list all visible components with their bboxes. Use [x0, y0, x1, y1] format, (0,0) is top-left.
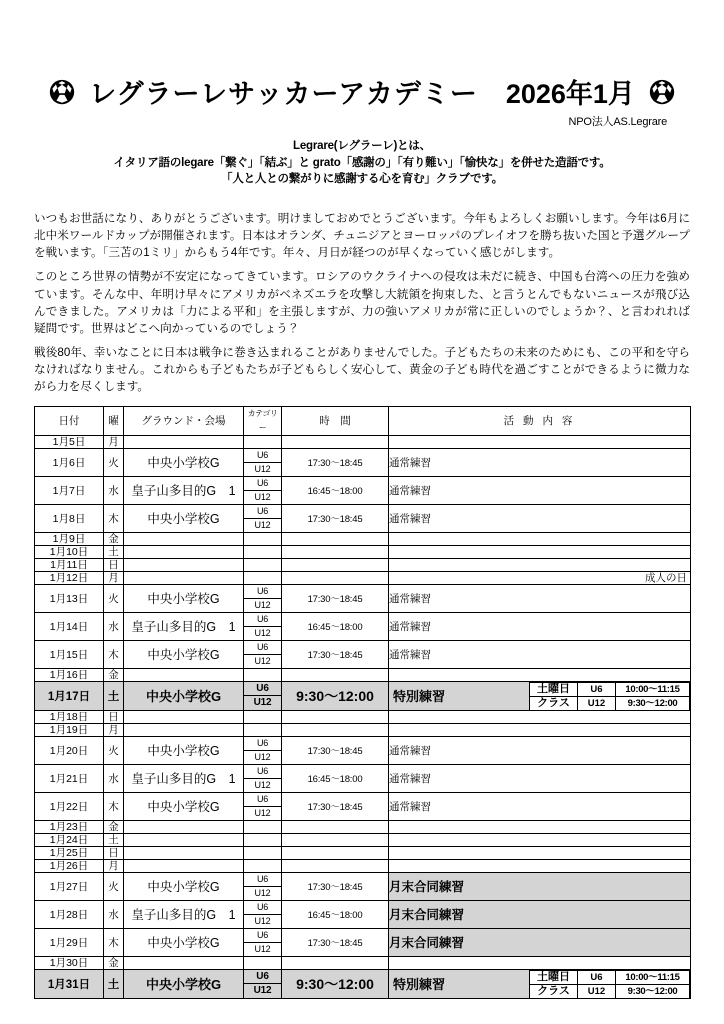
- cell-time: [282, 846, 389, 859]
- category-badge: U6: [244, 477, 281, 491]
- document-header: [30, 0, 694, 111]
- page-title: レグラーレサッカーアカデミー: [89, 79, 478, 109]
- category-badge: U12: [254, 916, 271, 927]
- cell-ground: [124, 723, 244, 736]
- cell-time: 17:30〜18:45: [282, 504, 389, 532]
- saturday-class-table: [529, 682, 690, 711]
- table-row: [35, 681, 691, 710]
- table-row: [35, 545, 691, 558]
- cell-day-of-week: 水: [104, 612, 124, 640]
- cell-category: [244, 476, 282, 504]
- cell-activity: [389, 681, 691, 710]
- cell-date: 1月5日: [35, 435, 104, 448]
- category-badge: U12: [254, 944, 271, 955]
- saturday-class-time: 10:00〜11:15: [616, 970, 690, 984]
- column-header-activity: 活 動 内 容: [389, 406, 691, 435]
- cell-day-of-week: 土: [104, 833, 124, 846]
- cell-day-of-week: 月: [104, 859, 124, 872]
- cell-category: [244, 681, 282, 710]
- cell-ground: 中央小学校G: [124, 792, 244, 820]
- category-badge: U12: [254, 600, 271, 611]
- organization-name: NPO法人AS.Legrare: [568, 116, 667, 128]
- cell-category: [244, 846, 282, 859]
- cell-day-of-week: 金: [104, 820, 124, 833]
- cell-time: 9:30〜12:00: [282, 969, 389, 998]
- table-row: [35, 612, 691, 640]
- table-row: [35, 859, 691, 872]
- saturday-class-row: [530, 696, 690, 710]
- category-badge: U6: [244, 641, 281, 655]
- cell-time: 9:30〜12:00: [282, 681, 389, 710]
- cell-time: [282, 820, 389, 833]
- cell-time: 16:45〜18:00: [282, 612, 389, 640]
- cell-date: 1月24日: [35, 833, 104, 846]
- category-badge: U6: [244, 970, 281, 984]
- cell-date: 1月30日: [35, 956, 104, 969]
- legare-line-2: イタリア語のlegare「繋ぐ」「結ぶ」と grato「感謝の」「有り難い」「愉快な」を併せた造語です。: [113, 156, 611, 169]
- cell-ground: [124, 571, 244, 584]
- cell-category: [244, 969, 282, 998]
- cell-category: [244, 545, 282, 558]
- cell-time: [282, 558, 389, 571]
- cell-day-of-week: 木: [104, 640, 124, 668]
- cell-category: [244, 723, 282, 736]
- cell-category: [244, 859, 282, 872]
- cell-date: 1月8日: [35, 504, 104, 532]
- activity-label: 特別練習: [393, 689, 446, 705]
- table-row: [35, 476, 691, 504]
- cell-day-of-week: 金: [104, 668, 124, 681]
- table-row: [35, 640, 691, 668]
- cell-category: [244, 710, 282, 723]
- schedule-table: [34, 406, 691, 999]
- cell-activity: [389, 558, 691, 571]
- cell-time: [282, 710, 389, 723]
- cell-category: [244, 820, 282, 833]
- cell-activity: 通常練習: [389, 504, 691, 532]
- cell-activity: [389, 859, 691, 872]
- category-badge: U6: [244, 505, 281, 519]
- table-row: [35, 723, 691, 736]
- cell-ground: 中央小学校G: [124, 584, 244, 612]
- legare-line-3: 「人と人との繋がりに感謝する心を育む」クラブです。: [221, 173, 503, 186]
- category-badge: U12: [253, 697, 272, 709]
- cell-ground: [124, 668, 244, 681]
- table-row: [35, 900, 691, 928]
- cell-ground: [124, 435, 244, 448]
- cell-date: 1月21日: [35, 764, 104, 792]
- cell-activity: 通常練習: [389, 736, 691, 764]
- cell-date: 1月25日: [35, 846, 104, 859]
- column-header-date: 日付: [35, 406, 104, 435]
- cell-date: 1月31日: [35, 969, 104, 998]
- cell-activity: [389, 956, 691, 969]
- table-row: [35, 532, 691, 545]
- column-header-dow: 曜: [104, 406, 124, 435]
- cell-day-of-week: 水: [104, 764, 124, 792]
- column-header-time: 時 間: [282, 406, 389, 435]
- cell-ground: [124, 710, 244, 723]
- cell-ground: 皇子山多目的G 1: [124, 764, 244, 792]
- cell-time: [282, 571, 389, 584]
- saturday-class-category: U6: [578, 970, 616, 984]
- cell-ground: 中央小学校G: [124, 736, 244, 764]
- table-row: [35, 504, 691, 532]
- cell-day-of-week: 土: [104, 545, 124, 558]
- table-row: [35, 448, 691, 476]
- category-badge: U6: [244, 682, 281, 696]
- cell-ground: 皇子山多目的G 1: [124, 612, 244, 640]
- cell-date: 1月6日: [35, 448, 104, 476]
- table-row: [35, 764, 691, 792]
- category-badge: U12: [254, 628, 271, 639]
- cell-category: [244, 736, 282, 764]
- cell-category: [244, 435, 282, 448]
- table-row: [35, 846, 691, 859]
- cell-date: 1月10日: [35, 545, 104, 558]
- activity-label: 特別練習: [393, 977, 446, 993]
- category-badge: U12: [254, 888, 271, 899]
- cell-activity: 通常練習: [389, 792, 691, 820]
- saturday-class-row: [530, 682, 690, 696]
- cell-day-of-week: 水: [104, 900, 124, 928]
- cell-day-of-week: 木: [104, 928, 124, 956]
- cell-day-of-week: 日: [104, 558, 124, 571]
- category-badge: U6: [244, 585, 281, 599]
- cell-activity: [389, 969, 691, 998]
- cell-activity: 通常練習: [389, 612, 691, 640]
- saturday-class-row: [530, 984, 690, 998]
- cell-date: 1月19日: [35, 723, 104, 736]
- cell-date: 1月7日: [35, 476, 104, 504]
- cell-ground: [124, 833, 244, 846]
- cell-date: 1月11日: [35, 558, 104, 571]
- cell-activity: [389, 668, 691, 681]
- category-badge: U12: [254, 492, 271, 503]
- category-badge: U12: [253, 985, 272, 997]
- schedule-table-body: [35, 435, 691, 998]
- category-badge: U12: [254, 464, 271, 475]
- cell-time: [282, 668, 389, 681]
- category-badge: U12: [254, 656, 271, 667]
- table-row: [35, 571, 691, 584]
- category-badge: U12: [254, 780, 271, 791]
- table-row: [35, 668, 691, 681]
- cell-date: 1月12日: [35, 571, 104, 584]
- cell-day-of-week: 月: [104, 571, 124, 584]
- cell-time: 17:30〜18:45: [282, 584, 389, 612]
- cell-time: 17:30〜18:45: [282, 928, 389, 956]
- cell-activity: [389, 435, 691, 448]
- saturday-class-label-line2: クラス: [530, 984, 578, 998]
- cell-category: [244, 956, 282, 969]
- cell-activity: 通常練習: [389, 476, 691, 504]
- table-row: [35, 435, 691, 448]
- cell-ground: 中央小学校G: [124, 872, 244, 900]
- cell-ground: [124, 956, 244, 969]
- cell-day-of-week: 火: [104, 736, 124, 764]
- table-row: [35, 969, 691, 998]
- schedule-period: 2026年1月: [505, 79, 635, 109]
- table-row: [35, 792, 691, 820]
- cell-category: [244, 900, 282, 928]
- cell-ground: [124, 820, 244, 833]
- cell-date: 1月9日: [35, 532, 104, 545]
- category-badge: U6: [244, 873, 281, 887]
- saturday-class-label-line2: クラス: [530, 696, 578, 710]
- cell-activity: 通常練習: [389, 448, 691, 476]
- column-header-category: カテゴリー: [244, 406, 282, 435]
- cell-day-of-week: 金: [104, 956, 124, 969]
- category-badge: U12: [254, 752, 271, 763]
- cell-day-of-week: 金: [104, 532, 124, 545]
- cell-ground: 皇子山多目的G 1: [124, 476, 244, 504]
- cell-ground: 中央小学校G: [124, 640, 244, 668]
- cell-category: [244, 612, 282, 640]
- cell-category: [244, 558, 282, 571]
- cell-activity: [389, 545, 691, 558]
- cell-day-of-week: 木: [104, 792, 124, 820]
- cell-ground: [124, 545, 244, 558]
- cell-day-of-week: 火: [104, 584, 124, 612]
- cell-activity: [389, 820, 691, 833]
- category-badge: U6: [244, 449, 281, 463]
- category-badge: U6: [244, 737, 281, 751]
- saturday-class-table: [529, 970, 690, 999]
- cell-day-of-week: 日: [104, 710, 124, 723]
- cell-activity: [389, 723, 691, 736]
- cell-ground: 中央小学校G: [124, 504, 244, 532]
- cell-time: [282, 833, 389, 846]
- saturday-class-time: 9:30〜12:00: [616, 696, 690, 710]
- cell-date: 1月18日: [35, 710, 104, 723]
- greeting-paragraph-2: このところ世界の情勢が不安定になってきています。ロシアのウクライナへの侵攻は未だに続き、中国も台湾への圧力を強めています。そんな中、年明け早々にアメリカがベネズエラを攻撃し大統領を拘束した、と言うとんでもないニュースが飛び込んできました。アメリカは「力による平和」を主張しますが、力の強いアメリカが常に正しいのでしょうか？、と言われれば疑問です。世界はどこへ向かっているのでしょう？: [34, 270, 690, 335]
- cell-date: 1月16日: [35, 668, 104, 681]
- category-badge: U6: [244, 613, 281, 627]
- cell-activity: 月末合同練習: [389, 928, 691, 956]
- cell-ground: [124, 846, 244, 859]
- cell-time: [282, 435, 389, 448]
- cell-activity: [389, 846, 691, 859]
- soccer-ball-icon: [49, 79, 75, 105]
- cell-day-of-week: 水: [104, 476, 124, 504]
- cell-activity: 成人の日: [389, 571, 691, 584]
- cell-time: 17:30〜18:45: [282, 736, 389, 764]
- cell-day-of-week: 月: [104, 723, 124, 736]
- cell-category: [244, 504, 282, 532]
- cell-day-of-week: 日: [104, 846, 124, 859]
- category-badge: U12: [254, 808, 271, 819]
- table-row: [35, 558, 691, 571]
- cell-activity: 月末合同練習: [389, 872, 691, 900]
- saturday-class-row: [530, 970, 690, 984]
- cell-time: [282, 723, 389, 736]
- table-row: [35, 956, 691, 969]
- column-header-ground: グラウンド・会場: [124, 406, 244, 435]
- legare-line-1: Legrare(レグラーレ)とは、: [293, 140, 431, 152]
- cell-ground: [124, 558, 244, 571]
- cell-date: 1月14日: [35, 612, 104, 640]
- table-row: [35, 736, 691, 764]
- cell-time: [282, 532, 389, 545]
- greeting-body: [30, 210, 694, 396]
- cell-ground: 皇子山多目的G 1: [124, 900, 244, 928]
- cell-time: [282, 956, 389, 969]
- cell-time: [282, 859, 389, 872]
- cell-category: [244, 872, 282, 900]
- cell-activity: [389, 833, 691, 846]
- cell-ground: [124, 859, 244, 872]
- saturday-class-time: 9:30〜12:00: [616, 984, 690, 998]
- cell-time: 16:45〜18:00: [282, 900, 389, 928]
- table-row: [35, 820, 691, 833]
- cell-day-of-week: 火: [104, 448, 124, 476]
- saturday-class-category: U12: [578, 984, 616, 998]
- greeting-paragraph-3: 戦後80年、幸いなことに日本は戦争に巻き込まれることがありませんでした。子どもたちの未来のためにも、この平和を守らなければなりません。これからも子どもたちが子どもらしく安心して、黄金の子ども時代を過ごすことができるように微力ながら力を尽くします。: [34, 346, 690, 394]
- cell-time: 17:30〜18:45: [282, 448, 389, 476]
- cell-ground: [124, 532, 244, 545]
- greeting-paragraph-1: いつもお世話になり、ありがとうございます。明けましておめでとうございます。今年もよろしくお願いします。今年は6月に北中米ワールドカップが開催されます。日本はオランダ、チュニジアとヨーロッパのプレイオフを勝ち抜いた国と予選グループを戦います。「三苫の1ミリ」からもう4年です。年々、月日が経つのが早くなっていく感じがします。: [34, 212, 690, 260]
- cell-category: [244, 448, 282, 476]
- saturday-class-label-line1: 土曜日: [530, 682, 578, 696]
- table-row: [35, 872, 691, 900]
- saturday-class-category: U12: [578, 696, 616, 710]
- cell-activity: [389, 710, 691, 723]
- cell-date: 1月20日: [35, 736, 104, 764]
- table-row: [35, 833, 691, 846]
- cell-date: 1月28日: [35, 900, 104, 928]
- cell-date: 1月26日: [35, 859, 104, 872]
- category-badge: U6: [244, 901, 281, 915]
- cell-date: 1月17日: [35, 681, 104, 710]
- legare-description: [30, 138, 694, 188]
- cell-day-of-week: 土: [104, 681, 124, 710]
- schedule-table-wrap: [30, 406, 694, 999]
- cell-day-of-week: 火: [104, 872, 124, 900]
- cell-category: [244, 833, 282, 846]
- cell-activity: 通常練習: [389, 584, 691, 612]
- cell-day-of-week: 木: [104, 504, 124, 532]
- cell-category: [244, 792, 282, 820]
- cell-activity: 通常練習: [389, 640, 691, 668]
- cell-date: 1月22日: [35, 792, 104, 820]
- table-row: [35, 710, 691, 723]
- cell-time: 17:30〜18:45: [282, 872, 389, 900]
- cell-time: 16:45〜18:00: [282, 476, 389, 504]
- cell-date: 1月27日: [35, 872, 104, 900]
- table-row: [35, 928, 691, 956]
- cell-category: [244, 571, 282, 584]
- cell-time: [282, 545, 389, 558]
- cell-category: [244, 764, 282, 792]
- cell-time: 17:30〜18:45: [282, 792, 389, 820]
- cell-date: 1月29日: [35, 928, 104, 956]
- saturday-class-category: U6: [578, 682, 616, 696]
- cell-category: [244, 640, 282, 668]
- cell-activity: [389, 532, 691, 545]
- cell-date: 1月13日: [35, 584, 104, 612]
- cell-activity: 通常練習: [389, 764, 691, 792]
- cell-category: [244, 584, 282, 612]
- cell-category: [244, 668, 282, 681]
- cell-ground: 中央小学校G: [124, 928, 244, 956]
- cell-time: 16:45〜18:00: [282, 764, 389, 792]
- cell-day-of-week: 土: [104, 969, 124, 998]
- category-badge: U12: [254, 520, 271, 531]
- soccer-ball-icon: [649, 79, 675, 105]
- cell-date: 1月15日: [35, 640, 104, 668]
- table-row: [35, 584, 691, 612]
- cell-category: [244, 532, 282, 545]
- cell-date: 1月23日: [35, 820, 104, 833]
- cell-ground: 中央小学校G: [124, 681, 244, 710]
- category-badge: U6: [244, 929, 281, 943]
- category-badge: U6: [244, 793, 281, 807]
- cell-ground: 中央小学校G: [124, 969, 244, 998]
- cell-category: [244, 928, 282, 956]
- cell-day-of-week: 月: [104, 435, 124, 448]
- saturday-class-label-line1: 土曜日: [530, 970, 578, 984]
- table-header-row: [35, 406, 691, 435]
- cell-activity: 月末合同練習: [389, 900, 691, 928]
- cell-ground: 中央小学校G: [124, 448, 244, 476]
- category-badge: U6: [244, 765, 281, 779]
- saturday-class-time: 10:00〜11:15: [616, 682, 690, 696]
- cell-time: 17:30〜18:45: [282, 640, 389, 668]
